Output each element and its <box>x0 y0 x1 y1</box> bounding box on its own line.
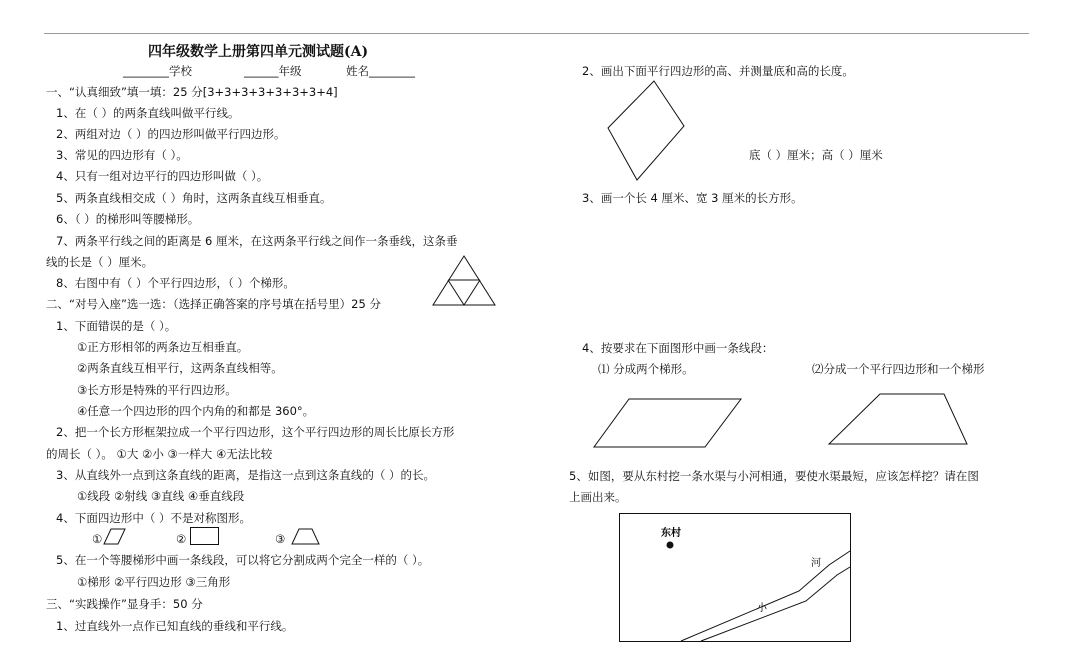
rhombus-figure <box>607 80 687 182</box>
s3-q4-sub-2: ⑵分成一个平行四边形和一个梯形 <box>812 362 985 376</box>
school-field: ________学校 <box>123 64 192 78</box>
village-river-map <box>619 513 852 643</box>
s2-question-2-line2: 的周长（ ）。 ①大 ②小 ③一样大 ④无法比较 <box>46 447 273 461</box>
s1-question-7-line1: 7、两条平行线之间的距离是 6 厘米，在这两条平行线之间作一条垂线，这条垂 <box>56 234 458 248</box>
triangle-figure <box>432 254 498 306</box>
q4-trapezoid-shape <box>292 528 320 546</box>
s1-question-1: 1、在（ ）的两条直线叫做平行线。 <box>56 106 240 120</box>
s3-question-3: 3、画一个长 4 厘米、宽 3 厘米的长方形。 <box>582 191 803 205</box>
s1-question-7-line2: 线的长是（ ）厘米。 <box>46 255 154 269</box>
q4-rectangle-shape <box>190 527 220 546</box>
s2-q5-options: ①梯形 ②平行四边形 ③三角形 <box>77 575 231 589</box>
village-dot <box>667 542 674 549</box>
top-rule <box>44 33 1029 34</box>
s2-q1-option-2: ②两条直线互相平行，这两条直线相等。 <box>77 361 283 375</box>
page-title: 四年级数学上册第四单元测试题(A) <box>148 44 369 60</box>
q4-parallelogram-shape <box>104 528 126 546</box>
s2-q3-options: ①线段 ②射线 ③直线 ④垂直线段 <box>77 489 245 503</box>
village-label: 东村 <box>661 528 681 539</box>
s2-question-3: 3、从直线外一点到这条直线的距离，是指这一点到这条直线的（ ）的长。 <box>56 468 435 482</box>
s2-question-2-line1: 2、把一个长方形框架拉成一个平行四边形，这个平行四边形的周长比原长方形 <box>56 425 455 439</box>
s1-question-6: 6、（ ）的梯形叫等腰梯形。 <box>56 212 200 226</box>
s3-question-2: 2、画出下面平行四边形的高、并测量底和高的长度。 <box>582 64 854 78</box>
s2-q4-mark-1: ① <box>92 532 103 546</box>
s2-q4-mark-3: ③ <box>275 532 286 546</box>
s3-question-5-line2: 上画出来。 <box>569 490 627 504</box>
s2-q1-option-4: ④任意一个四边形的四个内角的和都是 360°。 <box>77 404 315 418</box>
s1-question-8: 8、右图中有（ ）个平行四边形，（ ）个梯形。 <box>56 276 295 290</box>
s1-question-2: 2、两组对边（ ）的四边形叫做平行四边形。 <box>56 127 286 141</box>
section2-heading: 二、“对号入座”选一选：（选择正确答案的序号填在括号里）25 分 <box>46 297 381 311</box>
s2-q4-mark-2: ② <box>176 532 187 546</box>
s3-q4-sub-1: ⑴ 分成两个梯形。 <box>598 362 694 376</box>
river-label-xiao: 小 <box>757 603 767 614</box>
s3-q2-measurements: 底（ ）厘米；高（ ）厘米 <box>749 148 883 162</box>
s3-question-4: 4、按要求在下面图形中画一条线段： <box>582 341 774 355</box>
q4-parallelogram-figure <box>593 397 743 449</box>
section1-heading: 一、“认真细致”填一填：25 分[3+3+3+3+3+3+3+4] <box>46 85 338 99</box>
s2-question-1: 1、下面错误的是（ ）。 <box>56 319 177 333</box>
s2-question-4: 4、下面四边形中（ ）不是对称图形。 <box>56 511 251 525</box>
s3-question-1: 1、过直线外一点作已知直线的垂线和平行线。 <box>56 619 294 633</box>
s1-question-4: 4、只有一组对边平行的四边形叫做（ ）。 <box>56 169 269 183</box>
s1-question-3: 3、常见的四边形有（ ）。 <box>56 148 188 162</box>
name-field: 姓名________ <box>346 64 415 78</box>
s1-question-5: 5、两条直线相交成（ ）角时，这两条直线互相垂直。 <box>56 191 332 205</box>
section3-heading: 三、“实践操作”显身手：50 分 <box>46 597 203 611</box>
s2-question-5: 5、在一个等腰梯形中画一条线段，可以将它分割成两个完全一样的（ ）。 <box>56 553 430 567</box>
s2-q1-option-3: ③长方形是特殊的平行四边形。 <box>77 383 237 397</box>
grade-field: ______年级 <box>244 64 302 78</box>
river-label-he: 河 <box>811 558 821 569</box>
q4-trapezoid-figure <box>828 392 970 446</box>
s3-question-5-line1: 5、如图，要从东村挖一条水渠与小河相通，要使水渠最短，应该怎样挖？请在图 <box>569 469 979 483</box>
s2-q1-option-1: ①正方形相邻的两条边互相垂直。 <box>77 340 249 354</box>
